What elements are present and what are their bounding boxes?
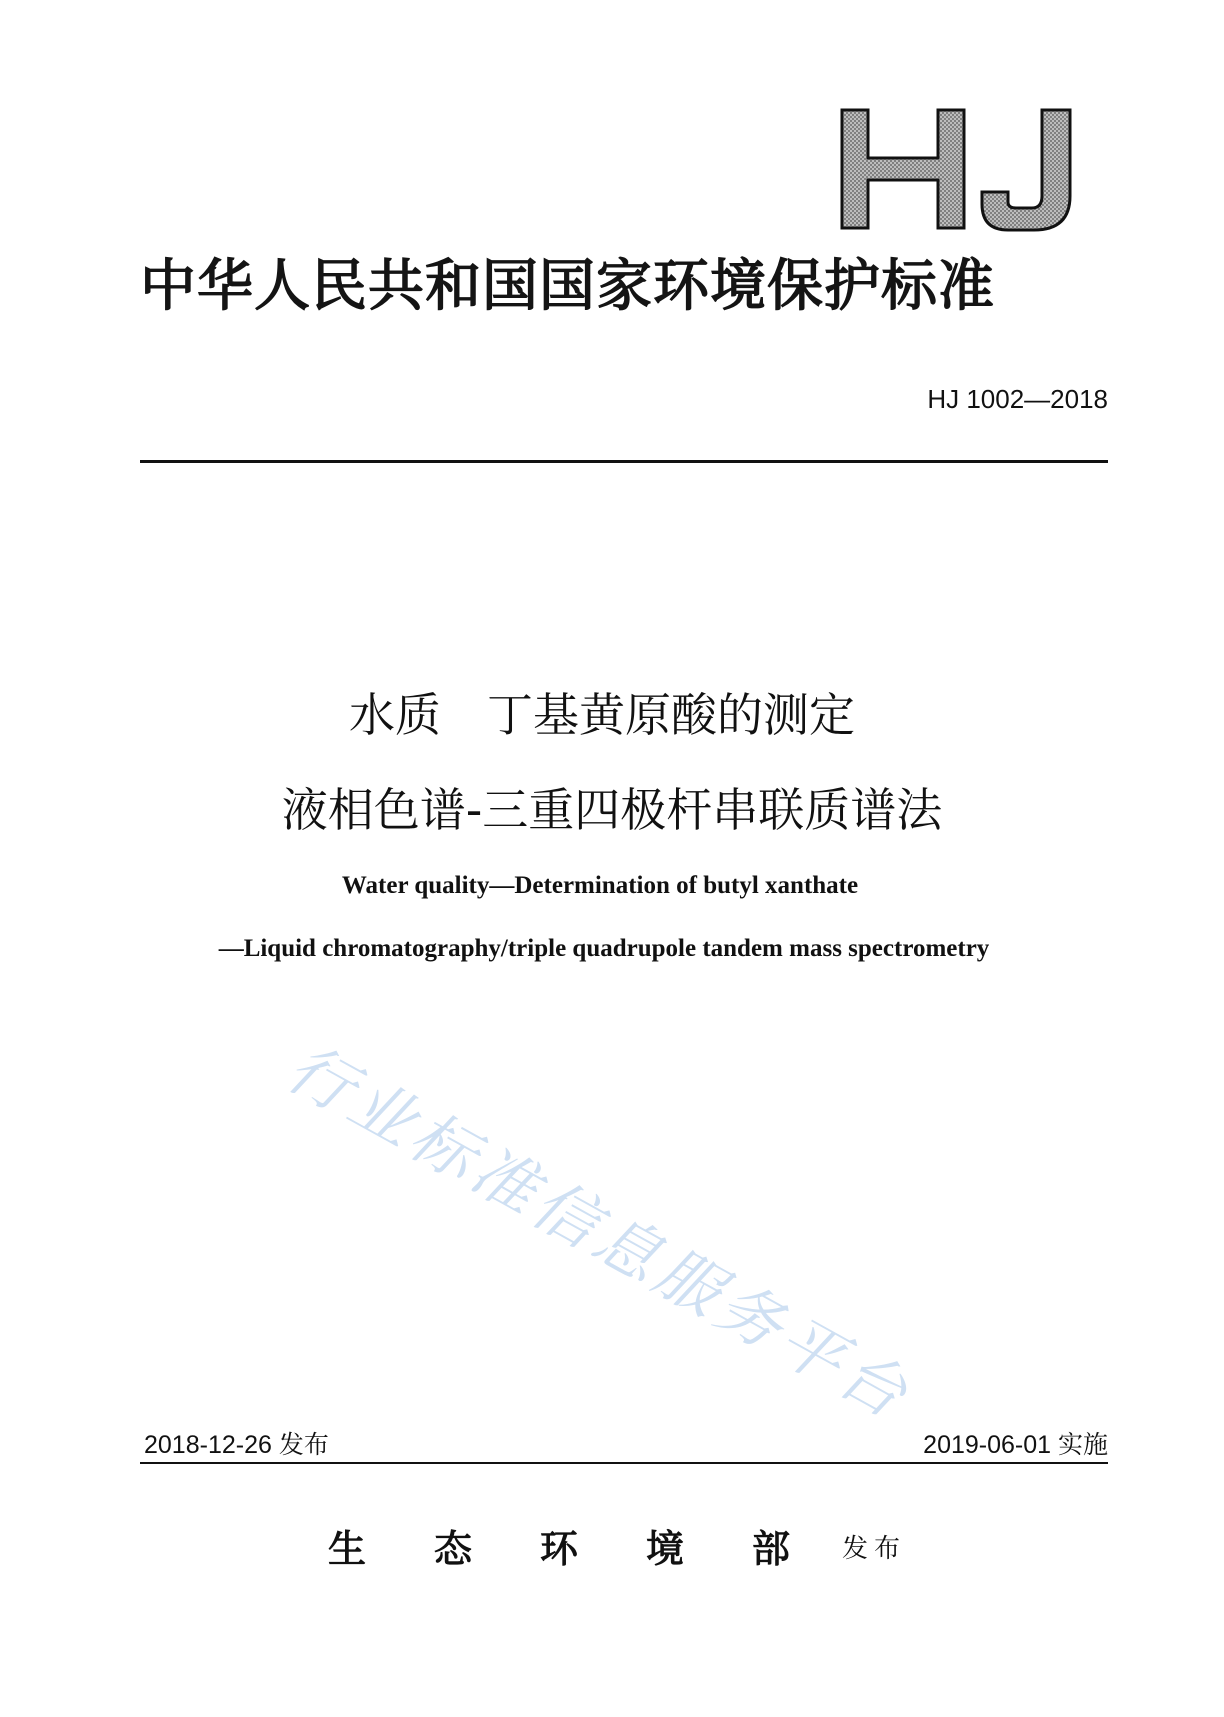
title-en-line2: —Liquid chromatography/triple quadrupole tandem mass spectrometry bbox=[218, 935, 990, 962]
issuing-authority: 生态环境部 bbox=[328, 1526, 859, 1571]
bottom-divider bbox=[140, 1462, 1108, 1464]
issuer-suffix: 发布 bbox=[842, 1534, 907, 1564]
title-cn-line1: 水质 丁基黄原酸的测定 bbox=[349, 688, 855, 742]
watermark: 行业标准信息服务平台 bbox=[274, 1031, 923, 1436]
title-en-line1: Water quality—Determination of butyl xanthate bbox=[341, 872, 859, 899]
implementation-date: 2019-06-01 实施 bbox=[923, 1431, 1108, 1459]
hj-logo bbox=[838, 104, 1078, 234]
standard-number: HJ 1002—2018 bbox=[927, 384, 1108, 414]
national-standard-title: 中华人民共和国国家环境保护标准 bbox=[140, 253, 995, 319]
title-cn-line2: 液相色谱-三重四极杆串联质谱法 bbox=[281, 783, 943, 837]
issue-date: 2018-12-26 发布 bbox=[144, 1431, 329, 1459]
top-divider bbox=[140, 460, 1108, 463]
